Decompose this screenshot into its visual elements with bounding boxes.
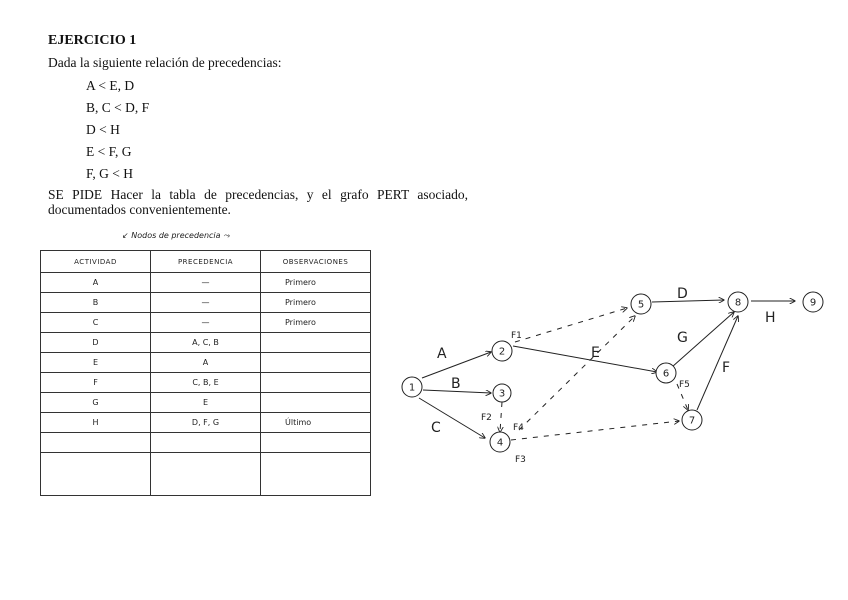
cell-actividad: E	[41, 353, 151, 373]
table-row	[41, 373, 371, 393]
table-row	[41, 313, 371, 333]
cell-observaciones: Primero	[261, 313, 371, 333]
cell-precedencia	[151, 433, 261, 453]
activity-label: D	[677, 286, 688, 302]
cell-actividad: G	[41, 393, 151, 413]
activity-label: E	[591, 345, 600, 361]
table-row	[41, 273, 371, 293]
node-label: 4	[496, 437, 504, 449]
cell-observaciones	[261, 333, 371, 353]
table-note: ↙ Nodos de precedencia ⤳	[122, 231, 230, 240]
cell-observaciones	[261, 353, 371, 373]
cell-precedencia: C, B, E	[151, 373, 261, 393]
node-label: 1	[408, 382, 416, 394]
activity-label: F	[722, 360, 731, 376]
table-row	[41, 453, 371, 496]
cell-precedencia: —	[151, 293, 261, 313]
cell-actividad: D	[41, 333, 151, 353]
rule-5: F, G < H	[86, 166, 134, 181]
cell-precedencia: A, C, B	[151, 333, 261, 353]
node-label: 3	[498, 388, 506, 400]
dummy-label: F3	[515, 455, 526, 465]
cell-observaciones	[261, 393, 371, 413]
table-header-row	[41, 251, 371, 273]
activity-label: H	[765, 310, 776, 326]
dummy-label: F2	[481, 413, 492, 423]
precedence-table	[40, 250, 371, 496]
cell-precedencia: —	[151, 273, 261, 293]
rule-1: A < E, D	[86, 78, 135, 93]
exercise-title: EJERCICIO 1	[48, 33, 137, 48]
node-label: 7	[688, 415, 696, 427]
cell-observaciones: Último	[261, 413, 371, 433]
node-label: 8	[734, 297, 742, 309]
dummy-label: F5	[679, 380, 690, 390]
precedence-rules	[86, 78, 149, 188]
header-observaciones: OBSERVACIONES	[261, 251, 371, 273]
cell-actividad: H	[41, 413, 151, 433]
cell-actividad: B	[41, 293, 151, 313]
edge-a	[422, 352, 491, 378]
cell-actividad: A	[41, 273, 151, 293]
edge-e	[513, 346, 657, 372]
pert-graph	[395, 280, 835, 480]
table-row	[41, 293, 371, 313]
dummy-label: F1	[511, 331, 522, 341]
dummy-f1	[515, 308, 627, 342]
header-actividad: ACTIVIDAD	[41, 251, 151, 273]
task-statement: SE PIDE Hacer la tabla de precedencias, y el grafo PERT asociado, documentados convenientemente.	[48, 187, 468, 217]
cell-observaciones: Primero	[261, 273, 371, 293]
cell-actividad: F	[41, 373, 151, 393]
table-note-text: Nodos de precedencia	[131, 231, 221, 240]
rule-2: B, C < D, F	[86, 100, 150, 115]
cell-precedencia	[151, 453, 261, 496]
cell-observaciones: Primero	[261, 293, 371, 313]
header-precedencia: PRECEDENCIA	[151, 251, 261, 273]
table-row	[41, 333, 371, 353]
cell-observaciones	[261, 453, 371, 496]
cell-actividad	[41, 453, 151, 496]
table-row	[41, 433, 371, 453]
cell-precedencia: E	[151, 393, 261, 413]
node-label: 5	[637, 299, 645, 311]
edge-c	[419, 398, 485, 438]
table-row	[41, 393, 371, 413]
cell-actividad	[41, 433, 151, 453]
cell-precedencia: —	[151, 313, 261, 333]
dummy-label: F4	[513, 423, 524, 433]
node-label: 6	[662, 368, 670, 380]
activity-label: G	[677, 330, 688, 346]
edge-d	[652, 300, 724, 302]
dummy-f4	[519, 316, 635, 430]
table-row	[41, 353, 371, 373]
node-label: 9	[809, 297, 817, 309]
rule-3: D < H	[86, 122, 120, 137]
cell-observaciones	[261, 373, 371, 393]
edge-f	[697, 316, 738, 410]
exercise-intro: Dada la siguiente relación de precedencias:	[48, 55, 282, 70]
dummy-f3	[511, 421, 679, 440]
cell-precedencia: A	[151, 353, 261, 373]
table-row	[41, 413, 371, 433]
rule-4: E < F, G	[86, 144, 132, 159]
activity-label: C	[431, 420, 441, 436]
cell-actividad: C	[41, 313, 151, 333]
cell-precedencia: D, F, G	[151, 413, 261, 433]
activity-label: B	[451, 376, 461, 392]
node-label: 2	[498, 346, 506, 358]
cell-observaciones	[261, 433, 371, 453]
dummy-f2	[500, 402, 502, 432]
activity-label: A	[437, 346, 447, 362]
